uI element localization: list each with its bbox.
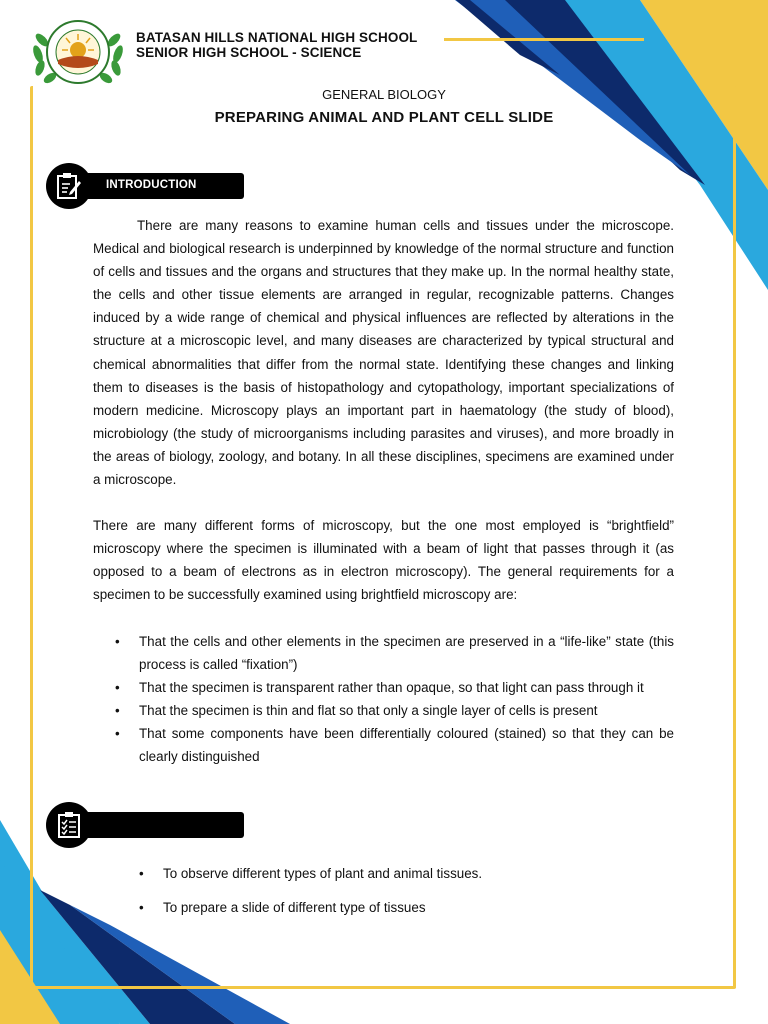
- requirements-list: [93, 630, 674, 769]
- school-header: [136, 30, 417, 60]
- objectives-icon-circle: [46, 802, 92, 848]
- section-label-bar: [68, 173, 244, 199]
- program-name: SENIOR HIGH SCHOOL - SCIENCE: [136, 45, 362, 60]
- list-item: • That some components have been differentially coloured (stained) so that they can be clearly distinguished: [93, 722, 674, 768]
- list-item: • To observe different types of plant and animal tissues.: [117, 862, 677, 885]
- list-item: • That the cells and other elements in the specimen are preserved in a “life-like” state (this process is called “fixation”): [93, 630, 674, 676]
- header-rule: [444, 38, 644, 41]
- page-title: PREPARING ANIMAL AND PLANT CELL SLIDE: [214, 109, 554, 126]
- intro-paragraph-1: There are many reasons to examine human cells and tissues under the microscope. Medical and biological research is underpinned by knowledge of the normal structure and function of cells and tissues and the organs and structures that they make up. In the normal healthy state, the cells and other tissue elements are arranged in regular, recognizable patterns. Changes induced by a wide range of chemical and physical influences are reflected by alterations in the structure at a microscopic level, and many diseases are characterized by typical structural and chemical abnormalities that differ from the normal state. Identifying these changes and linking them to diseases is the basis of histopathology and cytopathology, important specializations of modern medicine. Microscopy plays an important part in haematology (the study of blood), microbiology (the study of microorganisms including parasites and viruses), and more broadly in the areas of biology, zoology, and botany. In all these disciplines, specimens are examined under a microscope.: [93, 218, 674, 488]
- objectives-list: [117, 862, 677, 930]
- introduction-label: INTRODUCTION: [106, 179, 197, 191]
- clipboard-edit-icon: [56, 172, 82, 200]
- list-item: • To prepare a slide of different type of tissues: [117, 896, 677, 919]
- school-name: BATASAN HILLS NATIONAL HIGH SCHOOL: [136, 30, 418, 45]
- subject-title: GENERAL BIOLOGY: [322, 87, 446, 102]
- school-seal-logo: [30, 16, 126, 86]
- intro-paragraph-2: There are many different forms of microscopy, but the one most employed is “brightfield” microscopy where the specimen is illuminated with a beam of light that passes through it (as opposed to a beam of electrons as in electron microscopy). The general requirements for a specimen to be successfully examined using brightfield microscopy are:: [93, 518, 674, 603]
- list-item: • That the specimen is transparent rather than opaque, so that light can pass through it: [93, 676, 674, 699]
- clipboard-checklist-icon: [56, 811, 82, 839]
- list-item: • That the specimen is thin and flat so that only a single layer of cells is present: [93, 699, 674, 722]
- introduction-icon-circle: [46, 163, 92, 209]
- section-label-bar: [68, 812, 244, 838]
